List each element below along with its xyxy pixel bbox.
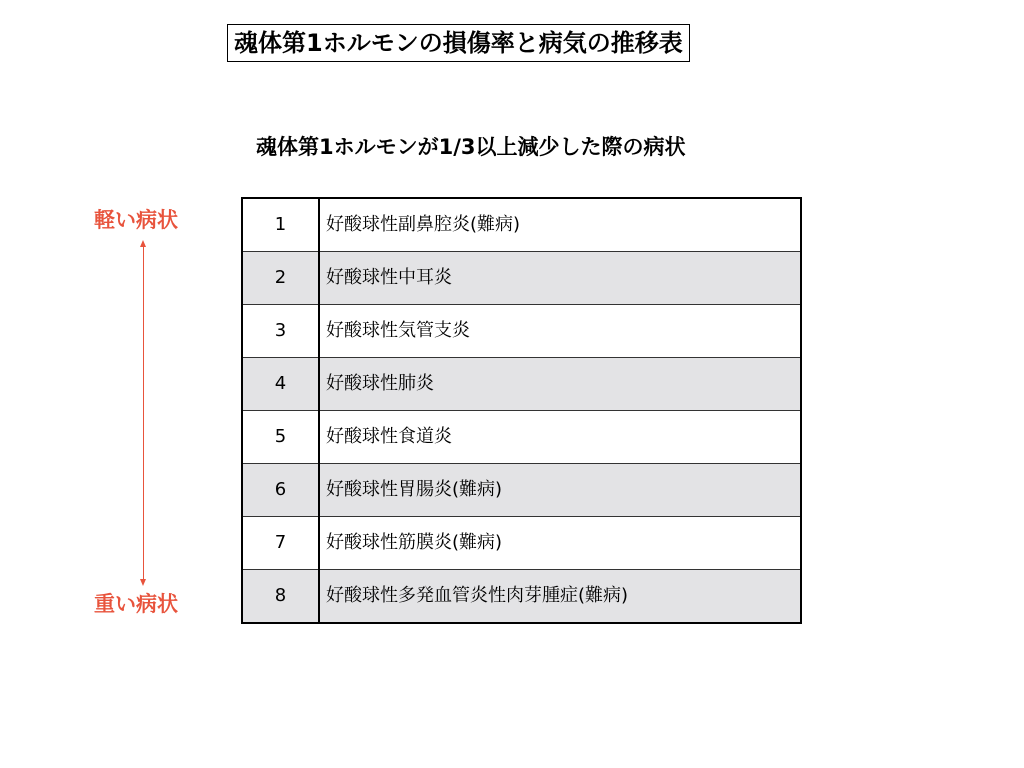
symptom-table	[241, 197, 802, 624]
table-row	[242, 464, 801, 517]
mild-symptom-label: 軽い病状	[94, 208, 178, 232]
row-number: 6	[242, 464, 319, 517]
symptom-name: 好酸球性気管支炎	[319, 305, 801, 358]
severe-symptom-label: 重い病状	[94, 592, 178, 616]
symptom-name: 好酸球性胃腸炎(難病)	[319, 464, 801, 517]
row-number: 1	[242, 198, 319, 252]
symptom-name: 好酸球性肺炎	[319, 358, 801, 411]
arrow-down-icon	[140, 579, 146, 586]
severity-arrow	[143, 246, 144, 580]
table-row	[242, 570, 801, 624]
symptom-name: 好酸球性副鼻腔炎(難病)	[319, 198, 801, 252]
row-number: 3	[242, 305, 319, 358]
table-row	[242, 411, 801, 464]
page-title: 魂体第1ホルモンの損傷率と病気の推移表	[227, 24, 690, 62]
symptom-name: 好酸球性食道炎	[319, 411, 801, 464]
symptom-name: 好酸球性多発血管炎性肉芽腫症(難病)	[319, 570, 801, 624]
row-number: 8	[242, 570, 319, 624]
row-number: 4	[242, 358, 319, 411]
row-number: 5	[242, 411, 319, 464]
symptom-name: 好酸球性筋膜炎(難病)	[319, 517, 801, 570]
table-subtitle: 魂体第1ホルモンが1/3以上減少した際の病状	[256, 135, 686, 159]
row-number: 2	[242, 252, 319, 305]
symptom-name: 好酸球性中耳炎	[319, 252, 801, 305]
table-row	[242, 198, 801, 252]
row-number: 7	[242, 517, 319, 570]
table-row	[242, 517, 801, 570]
table-row	[242, 358, 801, 411]
table-row	[242, 305, 801, 358]
table-row	[242, 252, 801, 305]
